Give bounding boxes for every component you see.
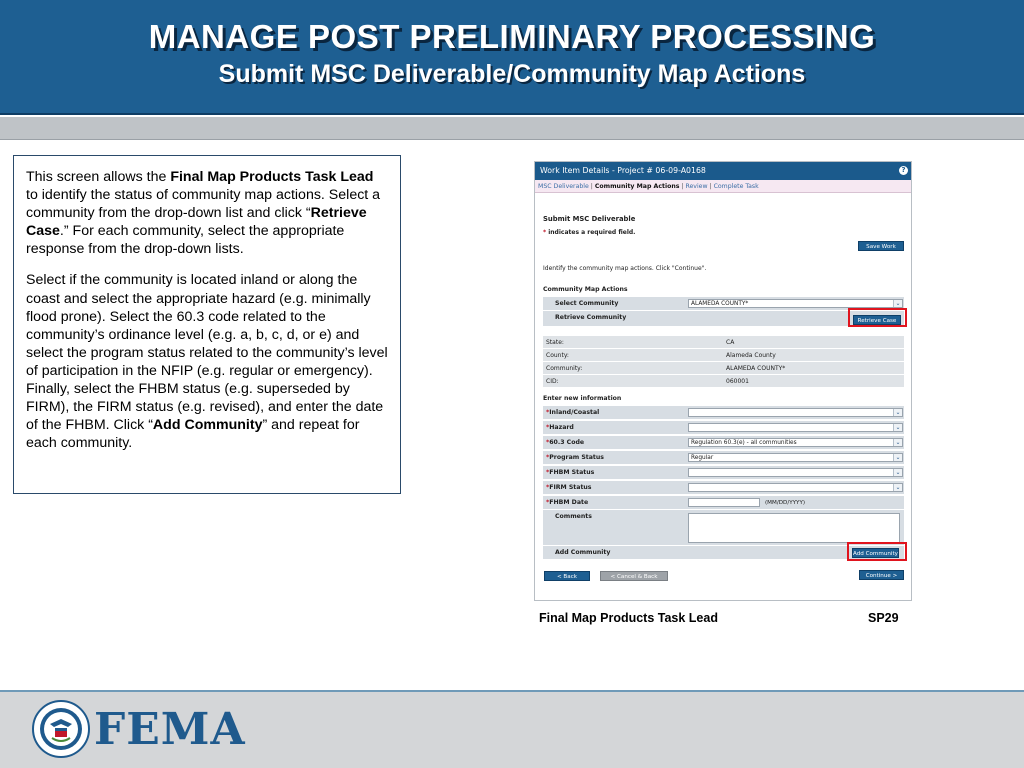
field-row-inland-coastal: *Inland/Coastal ⌄ [543,406,904,420]
dhs-seal-icon [32,700,90,758]
step-breadcrumb: MSC Deliverable | Community Map Actions | Review | Complete Task [535,180,911,193]
cancel-back-button[interactable]: < Cancel & Back [600,571,668,581]
chevron-down-icon: ⌄ [893,439,902,446]
instructions-text: Identify the community map actions. Click "Continue". [543,265,707,272]
help-icon[interactable]: ? [899,166,908,175]
info-row-county: County: Alameda County [543,349,904,362]
add-community-button[interactable]: Add Community [852,548,899,558]
retrieve-case-emphasis: Retrieve Case [26,205,367,240]
chevron-down-icon: ⌄ [893,300,902,307]
required-note: * indicates a required field. [543,229,636,236]
comments-textarea[interactable] [688,513,900,543]
info-row-cid: CID: 060001 [543,375,904,388]
description-paragraph-1: This screen allows the Final Map Products Task Lead to identify the status of community map actions. Select a community from the drop-down list and click “Retrieve Case.” For each community, select the appropriate response from the drop-down lists. [26,169,381,258]
hazard-dropdown[interactable] [688,423,903,432]
retrieve-community-label: Retrieve Community [555,314,627,321]
cma-heading: Community Map Actions [543,286,628,293]
comments-label: Comments [555,513,592,520]
add-community-label: Add Community [555,549,611,556]
add-community-highlight [847,542,907,561]
caption-role: Final Map Products Task Lead [539,611,718,625]
caption-slide-number: SP29 [868,611,899,625]
fhbm-status-dropdown[interactable] [688,468,903,477]
program-status-dropdown[interactable]: Regular ⌄ [688,453,903,462]
chevron-down-icon: ⌄ [893,424,902,431]
step-review[interactable]: Review [685,183,708,190]
field-row-hazard: *Hazard ⌄ [543,421,904,435]
header-divider [0,139,1024,140]
select-community-label: Select Community [555,300,619,307]
step-community-map-actions[interactable]: Community Map Actions [594,183,680,190]
header-gray-band [0,117,1024,139]
description-box [13,155,401,494]
field-row-60-3-code: *60.3 Code Regulation 60.3(e) - all communities ⌄ [543,436,904,450]
chevron-down-icon: ⌄ [893,454,902,461]
info-row-state: State: CA [543,336,904,349]
required-star: * [543,229,547,236]
retrieve-case-highlight [848,308,907,327]
select-community-dropdown[interactable]: ALAMEDA COUNTY* ⌄ [688,299,903,308]
window-titlebar [535,162,911,180]
chevron-down-icon: ⌄ [893,409,902,416]
slide-subtitle: Submit MSC Deliverable/Community Map Actions [218,60,806,88]
chevron-down-icon: ⌄ [893,484,902,491]
section-title: Submit MSC Deliverable [543,215,636,223]
chevron-down-icon: ⌄ [893,469,902,476]
new-info-heading: Enter new information [543,395,622,402]
slide-title: MANAGE POST PRELIMINARY PROCESSING [148,18,876,55]
inland-coastal-dropdown[interactable] [688,408,903,417]
step-complete-task[interactable]: Complete Task [713,183,759,190]
field-row-program-status: *Program Status Regular ⌄ [543,451,904,465]
field-row-fhbm-date: *FHBM Date (MM/DD/YYYY) [543,496,904,510]
window-title: Work Item Details - Project # 06-09-A0168 [540,166,706,175]
back-button[interactable]: < Back [544,571,590,581]
fhbm-date-hint: (MM/DD/YYYY) [765,500,806,506]
retrieve-case-button[interactable]: Retrieve Case [853,315,901,325]
add-community-emphasis: Add Community [152,417,263,434]
description-paragraph-2: Select if the community is located inland or along the coast and select the appropriate hazard (e.g. minimally flood prone). Select the 60.3 code related to the community’s ordinance level (e.g. a, b, c, d, or e) and select the program status related to the community’s level of participation in the NFIP (e.g. regular or emergency). Finally, select the FHBM status (e.g. superseded by FIRM), the FIRM status (e.g. revised), and enter the date of the FHBM. Click “Add Community” and repeat for each community. [26,272,388,452]
fema-logo: FEMA [94,704,246,755]
fhbm-date-input[interactable] [688,498,760,507]
info-row-community: Community: ALAMEDA COUNTY* [543,362,904,375]
field-row-fhbm-status: *FHBM Status ⌄ [543,466,904,480]
work-item-screenshot [534,161,912,601]
continue-button[interactable]: Continue > [859,570,904,580]
step-msc-deliverable[interactable]: MSC Deliverable [538,183,589,190]
code-60-3-dropdown[interactable]: Regulation 60.3(e) - all communities ⌄ [688,438,903,447]
field-row-comments [543,510,904,546]
save-work-button[interactable]: Save Work [858,241,904,251]
field-row-firm-status: *FIRM Status ⌄ [543,481,904,495]
task-lead-emphasis: Final Map Products Task Lead [170,169,374,185]
firm-status-dropdown[interactable] [688,483,903,492]
